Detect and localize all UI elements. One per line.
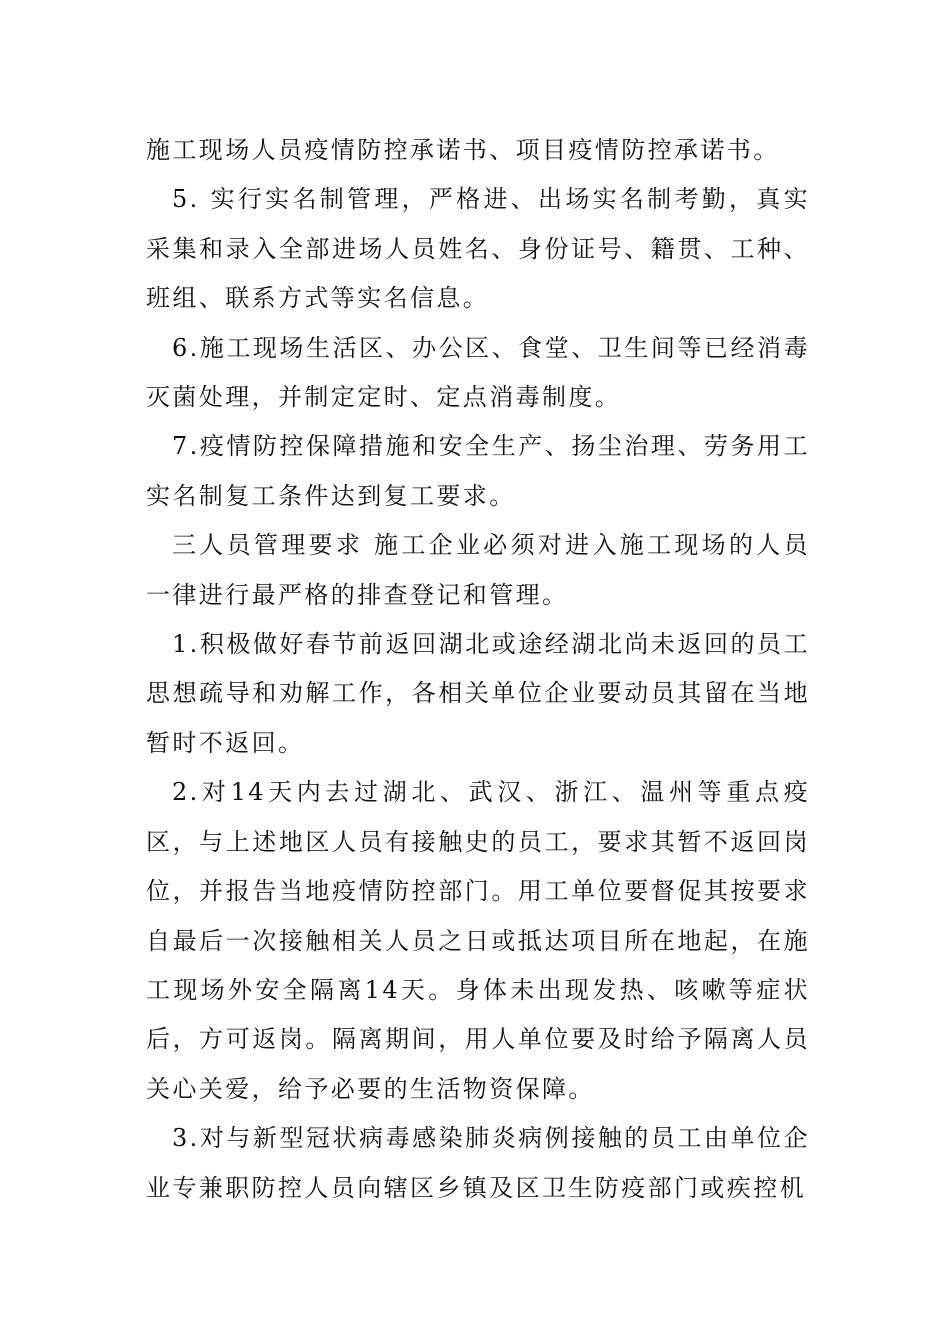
paragraph-personnel-3: 3.对与新型冠状病毒感染肺炎病例接触的员工由单位企业专兼职防控人员向辖区乡镇及区卫生防疫部门或疾控机: [146, 1124, 810, 1202]
section-heading-personnel: 三人员管理要求 施工企业必须对进入施工现场的人员一律进行最严格的排查登记和管理。: [146, 531, 810, 609]
document-body: [146, 126, 810, 1213]
paragraph-item-6: 6.施工现场生活区、办公区、食堂、卫生间等已经消毒灭菌处理，并制定定时、定点消毒制度。: [146, 333, 810, 412]
paragraph-commitment: 施工现场人员疫情防控承诺书、项目疫情防控承诺书。: [146, 136, 780, 164]
paragraph-personnel-2: 2.对14天内去过湖北、武汉、浙江、温州等重点疫区，与上述地区人员有接触史的员工，要求其暂不返回岗位，并报告当地疫情防控部门。用工单位要督促其按要求自最后一次接触相关人员之日或抵达项目所在地起，在施工现场外安全隔离14天。身体未出现发热、咳嗽等症状后，方可返岗。隔离期间，用人单位要及时给予隔离人员关心关爱，给予必要的生活物资保障。: [146, 778, 810, 1103]
paragraph-item-7: 7.疫情防控保障措施和安全生产、扬尘治理、劳务用工实名制复工条件达到复工要求。: [146, 432, 810, 510]
paragraph-item-5: 5. 实行实名制管理，严格进、出场实名制考勤，真实采集和录入全部进场人员姓名、身份证号、籍贯、工种、班组、联系方式等实名信息。: [146, 185, 810, 313]
paragraph-personnel-1: 1.积极做好春节前返回湖北或途经湖北尚未返回的员工思想疏导和劝解工作，各相关单位企业要动员其留在当地暂时不返回。: [146, 630, 810, 757]
